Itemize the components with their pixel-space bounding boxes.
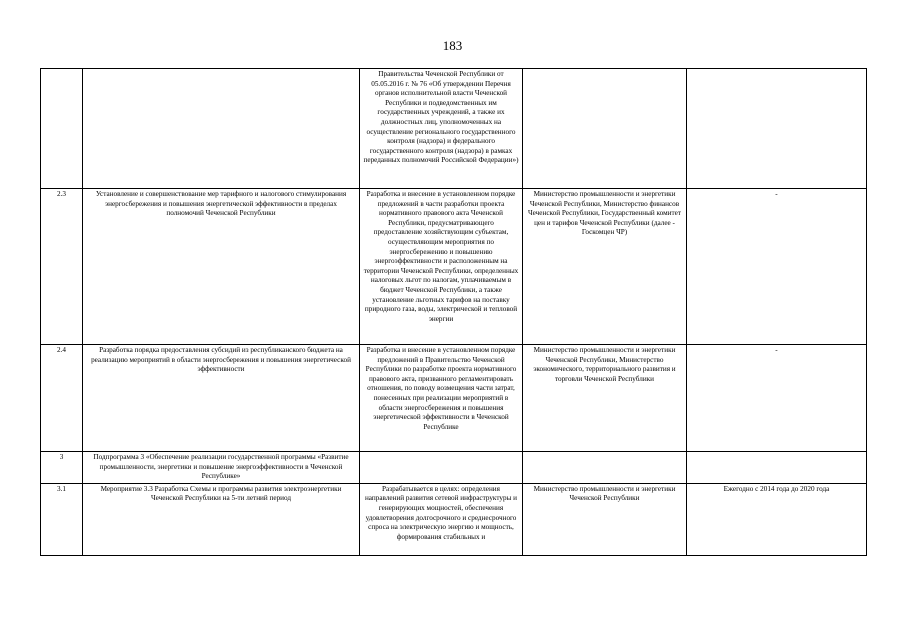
measure-description-cell: Правительства Чеченской Республики от 05.05.2016 г. № 76 «Об утверждении Перечня органов исполнительной власти Чеченской Республики и подведомственных им государственных учреждений, а также их должностных лиц, уполномоченных на осуществление регионального государственного контроля (надзора) и федерального государственного контроля (надзора) в рамках переданных полномочий Российской Федерации») (360, 69, 523, 189)
table-row (41, 69, 867, 189)
measure-name-cell: Установление и совершенствование мер тарифного и налогового стимулирования энергосбережения и повышения энергетической эффективности в пределах полномочий Чеченской Республики (83, 189, 360, 345)
executor-cell: Министерство промышленности и энергетики Чеченской Республики, Министерство экономического, территориального развития и торговли Чеченской Республики (523, 345, 687, 452)
executor-cell (523, 452, 687, 484)
table-row (41, 483, 867, 555)
row-number-cell (41, 69, 83, 189)
term-cell (687, 69, 867, 189)
term-cell (687, 452, 867, 484)
table-row (41, 189, 867, 345)
measure-description-cell: Разработка и внесение в установленном порядке предложений в части разработки проекта нормативного правового акта Чеченской Республики, предусматривающего предоставление хозяйствующим субъектам, осуществляющим мероприятия по энергосбережению и повышению энергоэффективности и расположенным на территории Чеченской Республики, определенных налоговых льгот по налогам, уплачиваемым в бюджет Чеченской Республики, а также установление льготных тарифов на поставку природного газа, воды, электрической и тепловой энергии (360, 189, 523, 345)
measure-description-cell: Разработка и внесение в установленном порядке предложений в Правительство Чеченской Республики по разработке проекта нормативного правового акта, призванного регламентировать отношения, по поводу возмещения части затрат, понесенных при реализации мероприятий в области энергосбережения и повышения энергетической эффективности в Чеченской Республике (360, 345, 523, 452)
row-number-cell: 3 (41, 452, 83, 484)
term-cell: - (687, 345, 867, 452)
executor-cell (523, 69, 687, 189)
row-number-cell: 2.3 (41, 189, 83, 345)
term-cell: - (687, 189, 867, 345)
measure-description-cell (360, 452, 523, 484)
measure-description-cell: Разрабатывается в целях: определения направлений развития сетевой инфраструктуры и генерирующих мощностей, обеспечения удовлетворения долгосрочного и среднесрочного спроса на электрическую энергию и мощность, формирования стабильных и (360, 483, 523, 555)
term-cell: Ежегодно с 2014 года до 2020 года (687, 483, 867, 555)
measure-name-cell: Подпрограмма 3 «Обеспечение реализации государственной программы «Развитие промышленности, энергетики и повышение энергоэффективности в Чеченской Республике» (83, 452, 360, 484)
table-row (41, 452, 867, 484)
executor-cell: Министерство промышленности и энергетики Чеченской Республики, Министерство финансов Чеченской Республики, Государственный комитет цен и тарифов Чеченской Республики (далее - Госкомцен ЧР) (523, 189, 687, 345)
measure-name-cell: Разработка порядка предоставления субсидий из республиканского бюджета на реализацию мероприятий в области энергосбережения и повышения энергетической эффективности (83, 345, 360, 452)
table-row (41, 345, 867, 452)
row-number-cell: 3.1 (41, 483, 83, 555)
program-measures-table (40, 68, 867, 556)
measure-name-cell: Мероприятие 3.3 Разработка Схемы и программы развития электроэнергетики Чеченской Республики на 5-ти летний период (83, 483, 360, 555)
row-number-cell: 2.4 (41, 345, 83, 452)
page-number: 183 (442, 38, 463, 53)
executor-cell: Министерство промышленности и энергетики Чеченской Республики (523, 483, 687, 555)
measure-name-cell (83, 69, 360, 189)
